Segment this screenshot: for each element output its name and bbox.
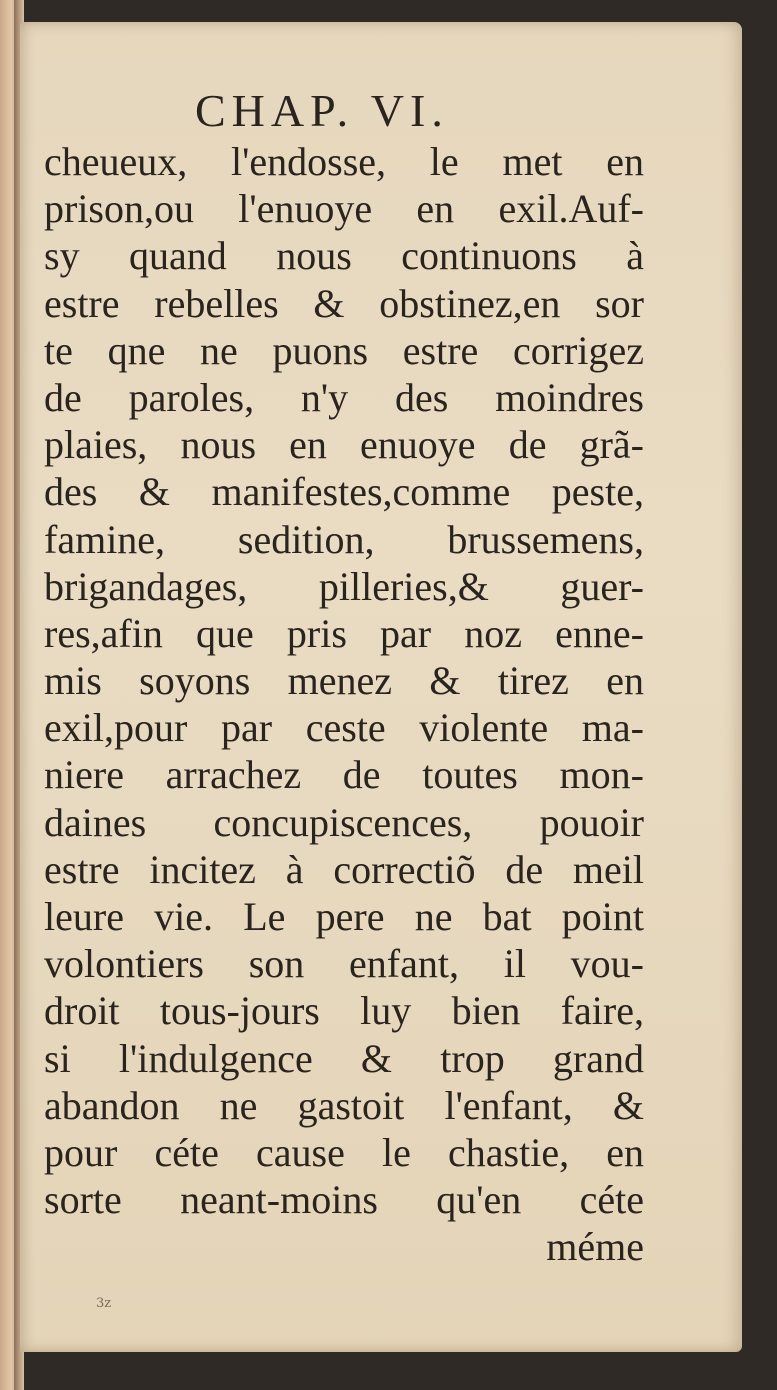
- text-line: mis soyons menez & tirez en: [44, 658, 644, 704]
- text-line: de paroles, n'y des moindres: [44, 374, 644, 420]
- text-line: daines concupiscences, pouoir: [44, 799, 644, 845]
- text-line: des & manifestes,comme peste,: [44, 469, 644, 515]
- text-line: volontiers son enfant, il vou-: [44, 941, 644, 987]
- signature-mark: 3z: [96, 1296, 112, 1311]
- text-line: droit tous-jours luy bien faire,: [44, 988, 644, 1034]
- text-line: prison,ou l'enuoye en exil.Auf-: [44, 186, 644, 232]
- chapter-header: CHAP. VI.: [195, 85, 449, 136]
- text-line: abandon ne gastoit l'enfant, &: [44, 1082, 644, 1128]
- text-line: estre incitez à correctiõ de meil: [44, 846, 644, 892]
- text-line: niere arrachez de toutes mon-: [44, 752, 644, 798]
- text-line: brigandages, pilleries,& guer-: [44, 563, 644, 609]
- text-line: famine, sedition, brussemens,: [44, 516, 644, 562]
- text-line: leure vie. Le pere ne bat point: [44, 894, 644, 939]
- text-line: plaies, nous en enuoye de grã-: [44, 422, 644, 468]
- text-line: si l'indulgence & trop grand: [44, 1035, 644, 1081]
- text-line: sy quand nous continuons à: [44, 233, 644, 279]
- text-line: pour céte cause le chastie, en: [44, 1129, 644, 1175]
- catchword: méme: [546, 1224, 644, 1270]
- text-line: cheueux, l'endosse, le met en: [44, 139, 644, 184]
- page-text: [44, 138, 644, 1271]
- text-line: estre rebelles & obstinez,en sor: [44, 280, 644, 326]
- text-line: sorte neant-moins qu'en céte: [44, 1177, 644, 1223]
- text-line: exil,pour par ceste violente ma-: [44, 705, 644, 751]
- text-line: te qne ne puons estre corrigez: [44, 327, 644, 373]
- text-line: res,afin que pris par noz enne-: [44, 610, 644, 656]
